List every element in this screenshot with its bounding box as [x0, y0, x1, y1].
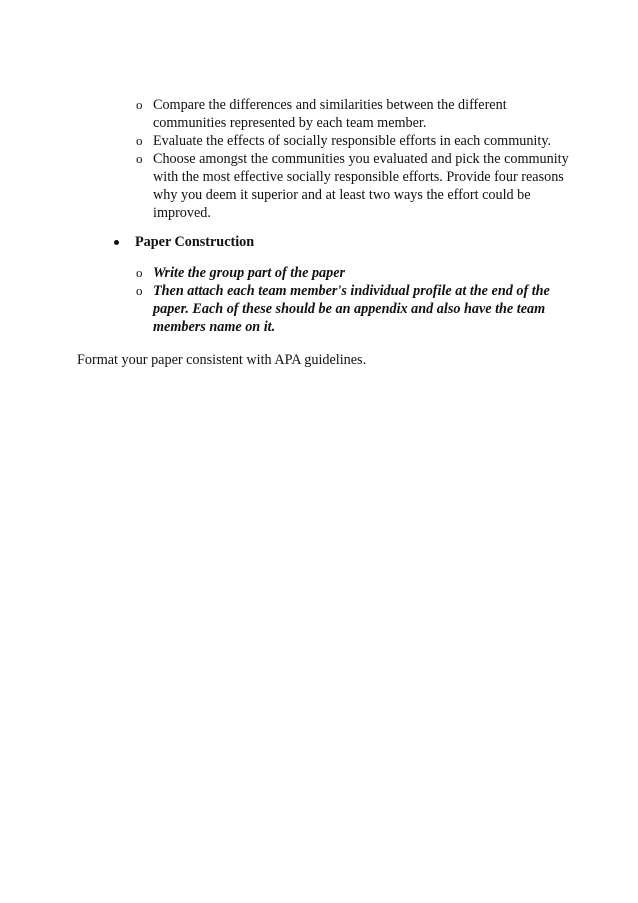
filled-bullet-icon: [114, 240, 119, 245]
sub-list-analysis: [136, 96, 576, 222]
list-item-text: Evaluate the effects of socially responsible efforts in each community.: [153, 133, 552, 149]
list-item: [136, 150, 576, 222]
list-item: [136, 96, 576, 132]
hollow-bullet-marker: o: [136, 265, 143, 280]
list-item: [136, 132, 576, 150]
list-item-text: Then attach each team member's individual profile at the end of the paper. Each of these should be an appendix and also have the team members name on it.: [153, 283, 550, 335]
sub-list-construction: [136, 264, 576, 336]
list-item: [136, 282, 576, 336]
list-item-text: Choose amongst the communities you evaluated and pick the community with the most effective socially responsible efforts. Provide four reasons why you deem it superior and at least two ways the effort could be improved.: [153, 151, 569, 221]
bullet-label: Paper Construction: [135, 234, 255, 250]
list-item-text: Write the group part of the paper: [153, 265, 346, 281]
hollow-bullet-marker: o: [136, 283, 143, 298]
hollow-bullet-marker: o: [136, 133, 143, 148]
list-item-text: Compare the differences and similarities between the different communities represented by each team member.: [153, 97, 507, 131]
list-item: [136, 264, 576, 282]
hollow-bullet-marker: o: [136, 151, 143, 166]
format-instruction: Format your paper consistent with APA guidelines.: [77, 352, 367, 368]
hollow-bullet-marker: o: [136, 97, 143, 112]
